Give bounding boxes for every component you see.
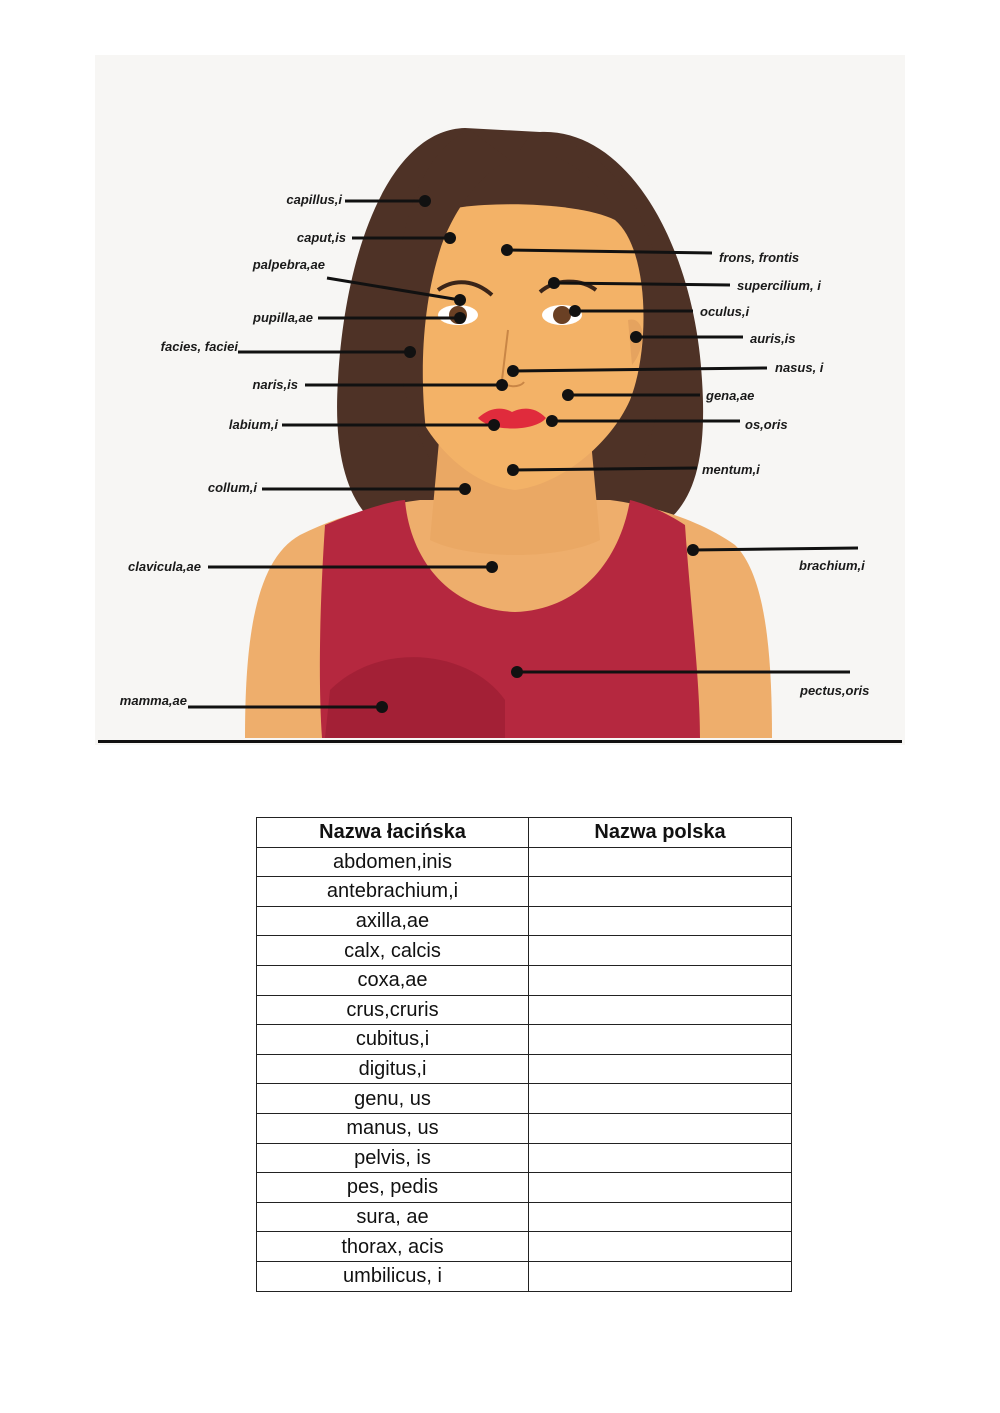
label-pectus: pectus,oris bbox=[800, 683, 870, 698]
latin-name-cell: coxa,ae bbox=[257, 965, 529, 995]
label-os: os,oris bbox=[745, 417, 788, 432]
label-palpebra: palpebra,ae bbox=[252, 257, 325, 272]
latin-name-cell: digitus,i bbox=[257, 1054, 529, 1084]
vocabulary-table bbox=[256, 817, 792, 1292]
table-row bbox=[257, 877, 792, 907]
polish-name-cell[interactable] bbox=[529, 1173, 792, 1203]
label-nasus: nasus, i bbox=[775, 360, 824, 375]
label-frons: frons, frontis bbox=[719, 250, 800, 265]
label-caput: caput,is bbox=[296, 230, 346, 245]
table-row bbox=[257, 1025, 792, 1055]
label-facies: facies, faciei bbox=[160, 339, 238, 354]
latin-name-cell: abdomen,inis bbox=[257, 847, 529, 877]
label-oculus: oculus,i bbox=[700, 304, 750, 319]
label-naris: naris,is bbox=[252, 377, 298, 392]
anatomy-illustration bbox=[95, 55, 905, 745]
label-brachium: brachium,i bbox=[799, 558, 865, 573]
polish-name-cell[interactable] bbox=[529, 877, 792, 907]
label-mamma: mamma,ae bbox=[119, 693, 187, 708]
latin-name-cell: pes, pedis bbox=[257, 1173, 529, 1203]
latin-name-cell: manus, us bbox=[257, 1113, 529, 1143]
label-supercilium: supercilium, i bbox=[737, 278, 821, 293]
polish-name-cell[interactable] bbox=[529, 1202, 792, 1232]
latin-name-cell: genu, us bbox=[257, 1084, 529, 1114]
latin-name-cell: axilla,ae bbox=[257, 906, 529, 936]
table-row bbox=[257, 1113, 792, 1143]
latin-name-cell: umbilicus, i bbox=[257, 1261, 529, 1291]
iris-right bbox=[553, 306, 571, 324]
label-capillus: capillus,i bbox=[286, 192, 342, 207]
table-row bbox=[257, 936, 792, 966]
polish-name-cell[interactable] bbox=[529, 906, 792, 936]
polish-name-cell[interactable] bbox=[529, 1232, 792, 1262]
table-row bbox=[257, 1232, 792, 1262]
polish-name-cell[interactable] bbox=[529, 995, 792, 1025]
table-header-row bbox=[257, 818, 792, 848]
label-mentum: mentum,i bbox=[702, 462, 760, 477]
table-row bbox=[257, 906, 792, 936]
latin-name-cell: antebrachium,i bbox=[257, 877, 529, 907]
table-row bbox=[257, 1084, 792, 1114]
latin-name-cell: sura, ae bbox=[257, 1202, 529, 1232]
table-row bbox=[257, 1202, 792, 1232]
polish-name-cell[interactable] bbox=[529, 1261, 792, 1291]
latin-name-cell: crus,cruris bbox=[257, 995, 529, 1025]
table-row bbox=[257, 1143, 792, 1173]
polish-name-cell[interactable] bbox=[529, 1025, 792, 1055]
latin-name-cell: thorax, acis bbox=[257, 1232, 529, 1262]
label-clavicula: clavicula,ae bbox=[128, 559, 201, 574]
table-row bbox=[257, 1054, 792, 1084]
label-labium: labium,i bbox=[228, 417, 278, 432]
label-gena: gena,ae bbox=[706, 388, 755, 403]
polish-name-cell[interactable] bbox=[529, 1143, 792, 1173]
table-row bbox=[257, 1261, 792, 1291]
polish-name-cell[interactable] bbox=[529, 1054, 792, 1084]
table-row bbox=[257, 1173, 792, 1203]
table-row bbox=[257, 965, 792, 995]
latin-name-cell: calx, calcis bbox=[257, 936, 529, 966]
latin-name-cell: pelvis, is bbox=[257, 1143, 529, 1173]
polish-name-cell[interactable] bbox=[529, 1113, 792, 1143]
table-row bbox=[257, 995, 792, 1025]
header-latin-name: Nazwa łacińska bbox=[257, 818, 529, 848]
label-collum: collum,i bbox=[207, 480, 257, 495]
label-auris: auris,is bbox=[750, 331, 796, 346]
polish-name-cell[interactable] bbox=[529, 936, 792, 966]
polish-name-cell[interactable] bbox=[529, 1084, 792, 1114]
polish-name-cell[interactable] bbox=[529, 965, 792, 995]
latin-name-cell: cubitus,i bbox=[257, 1025, 529, 1055]
polish-name-cell[interactable] bbox=[529, 847, 792, 877]
divider-line bbox=[98, 740, 902, 743]
label-pupilla: pupilla,ae bbox=[253, 310, 313, 325]
table-body bbox=[257, 847, 792, 1291]
table-row bbox=[257, 847, 792, 877]
header-polish-name: Nazwa polska bbox=[529, 818, 792, 848]
